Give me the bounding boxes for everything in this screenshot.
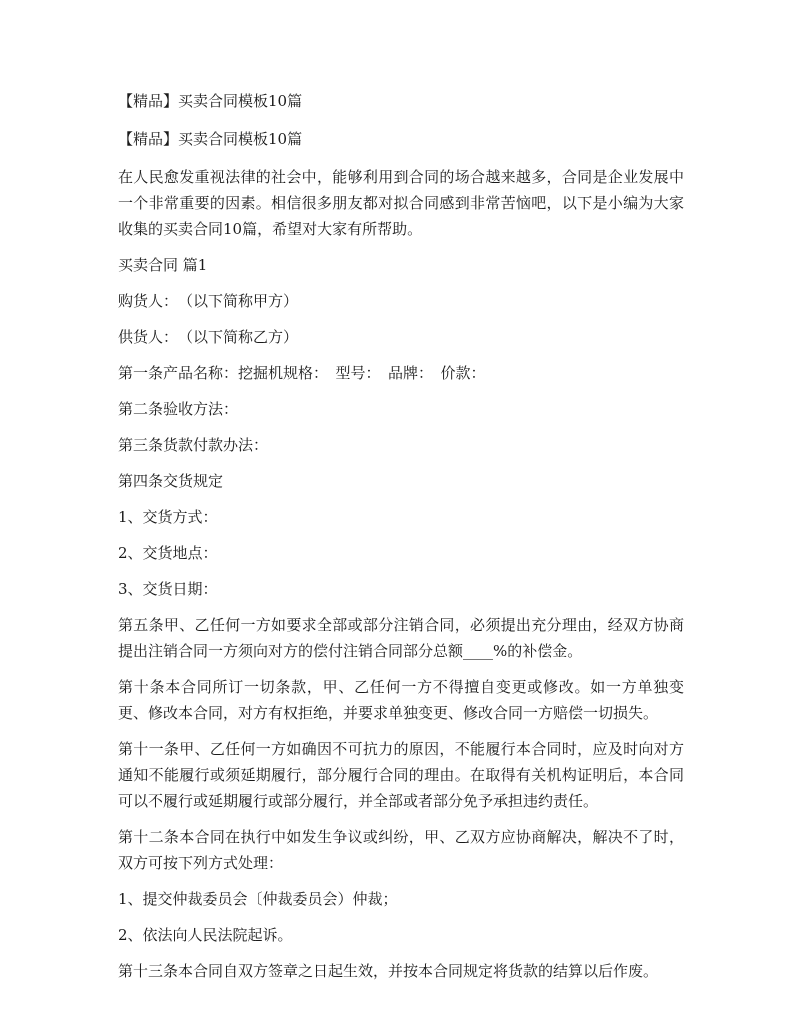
article-11: 第十一条甲、乙任何一方如确因不可抗力的原因，不能履行本合同时，应及时向对方通知不能履行或须延期履行，部分履行合同的理由。在取得有关机构证明后，本合同可以不履行或延期履行或部分履行，并全部或者部分免予承担违约责任。 xyxy=(118,740,684,810)
article-10: 第十条本合同所订一切条款，甲、乙任何一方不得擅自变更或修改。如一方单独变更、修改本合同，对方有权拒绝，并要求单独变更、修改合同一方赔偿一切损失。 xyxy=(118,678,684,722)
article-12-item-2: 2、依法向人民法院起诉。 xyxy=(118,926,293,944)
article-13: 第十三条本合同自双方签章之日起生效，并按本合同规定将货款的结算以后作废。 xyxy=(118,962,659,980)
document-title: 【精品】买卖合同模板10篇 xyxy=(118,92,303,110)
intro-paragraph: 在人民愈发重视法律的社会中，能够利用到合同的场合越来越多，合同是企业发展中一个非常重要的因素。相信很多朋友都对拟合同感到非常苦恼吧，以下是小编为大家收集的买卖合同10篇，希望对大家有所帮助。 xyxy=(118,168,684,238)
article-12: 第十二条本合同在执行中如发生争议或纠纷，甲、乙双方应协商解决，解决不了时，双方可按下列方式处理： xyxy=(118,828,684,872)
document-page xyxy=(118,88,684,994)
section-heading: 买卖合同 篇1 xyxy=(118,256,208,274)
article-4-item-2: 2、交货地点： xyxy=(118,544,218,562)
buyer-line: 购货人： （以下简称甲方） xyxy=(118,292,299,310)
article-4-item-1: 1、交货方式： xyxy=(118,508,218,526)
article-4: 第四条交货规定 xyxy=(118,472,224,490)
article-1: 第一条产品名称：挖掘机规格： 型号： 品牌： 价款： xyxy=(118,364,486,382)
article-4-item-3: 3、交货日期： xyxy=(118,580,218,598)
document-title-repeat: 【精品】买卖合同模板10篇 xyxy=(118,130,303,148)
article-2: 第二条验收方法： xyxy=(118,400,239,418)
article-12-item-1: 1、提交仲裁委员会〔仲裁委员会）仲裁； xyxy=(118,890,398,908)
article-5: 第五条甲、乙任何一方如要求全部或部分注销合同，必须提出充分理由，经双方协商提出注销合同一方须向对方的偿付注销合同部分总额____%的补偿金。 xyxy=(118,616,684,660)
article-3: 第三条货款付款办法： xyxy=(118,436,269,454)
supplier-line: 供货人： （以下简称乙方） xyxy=(118,328,299,346)
